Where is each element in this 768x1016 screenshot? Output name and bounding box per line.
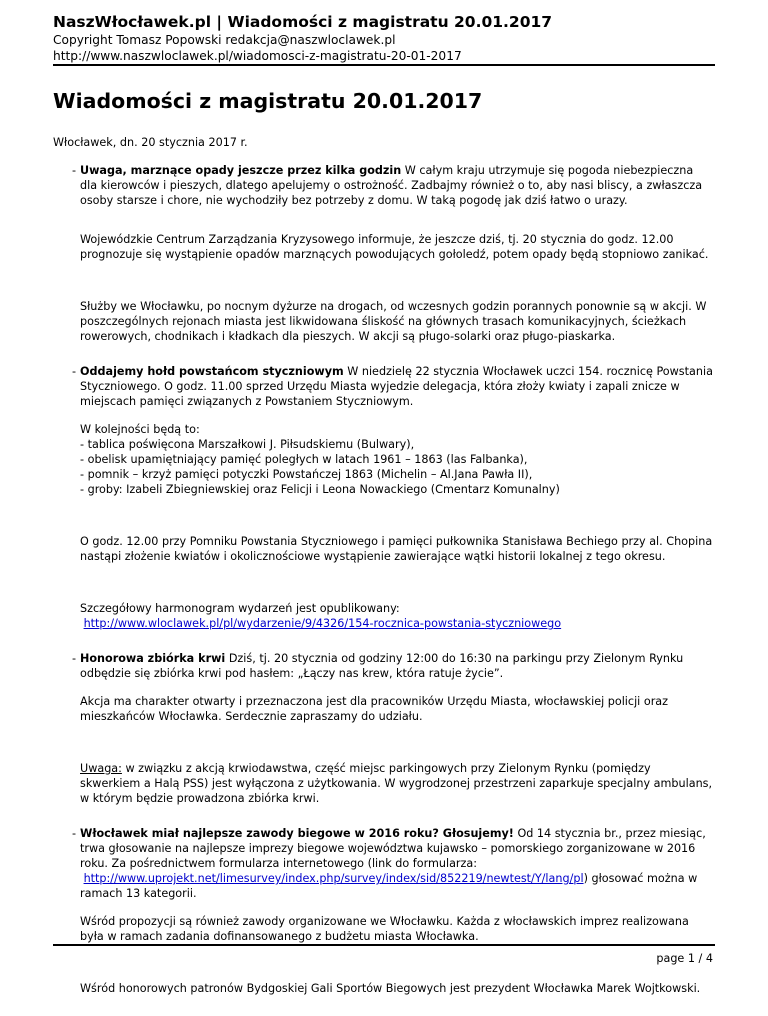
list-marker: - xyxy=(72,365,77,378)
item-lead-paragraph xyxy=(80,163,713,208)
news-item xyxy=(53,826,713,996)
item-lead-text: W niedzielę 22 stycznia Włocławek uczci 154. rocznicę Powstania Styczniowego. O godz. 11.00 sprzed Urzędu Miasta wyjedzie delegacja, która złoży kwiaty i zapali znicze w miejscach pamięci związanych z Powstaniem Styczniowym. xyxy=(80,365,713,408)
site-title: NaszWłocławek.pl | Wiadomości z magistratu 20.01.2017 xyxy=(53,13,553,31)
item-lead-paragraph xyxy=(80,364,713,409)
item-lead-paragraph xyxy=(80,651,713,681)
news-item xyxy=(53,651,713,806)
list-intro: W kolejności będą to: xyxy=(80,423,200,436)
dateline: Włocławek, dn. 20 stycznia 2017 r. xyxy=(53,136,248,149)
item-headline: Uwaga, marznące opady jeszcze przez kilka godzin xyxy=(80,164,402,177)
news-item xyxy=(53,163,713,344)
article-title: Wiadomości z magistratu 20.01.2017 xyxy=(53,89,483,113)
item-lead-text: Dziś, tj. 20 stycznia od godziny 12:00 do 16:30 na parkingu przy Zielonym Rynku odbędzie się zbiórka krwi pod hasłem: „Łączy nas krew, która ratuje życie”. xyxy=(80,652,684,680)
item-headline: Włocławek miał najlepsze zawody biegowe w 2016 roku? Głosujemy! xyxy=(80,827,514,840)
notice-label: Uwaga: xyxy=(80,762,122,775)
page-number: page 1 / 4 xyxy=(656,952,713,965)
schedule-link[interactable]: http://www.wloclawek.pl/pl/wydarzenie/9/4326/154-rocznica-powstania-styczniowego xyxy=(83,617,562,630)
notice-text: w związku z akcją krwiodawstwa, część miejsc parkingowych przy Zielonym Rynku (pomiędzy skwerkiem a Halą PSS) jest wyłączona z użytkowania. W wygrodzonej przestrzeni zaparkuje specjalny ambulans, w którym będzie prowadzona zbiórka krwi. xyxy=(80,762,713,805)
header-divider xyxy=(53,64,715,66)
item-lead-tail: ) głosować można w ramach 13 kategorii. xyxy=(80,872,698,900)
footer-divider xyxy=(53,944,715,946)
list-marker: - xyxy=(72,164,77,177)
list-marker: - xyxy=(72,827,77,840)
paragraph: Wojewódzkie Centrum Zarządzania Kryzysowego informuje, że jeszcze dziś, tj. 20 stycznia do godz. 12.00 prognozuje się wystąpienie opadów marznących powodujących gołoledź, potem opady będą stopniowo zanikać. xyxy=(80,233,709,261)
paragraph: Akcja ma charakter otwarty i przeznaczona jest dla pracowników Urzędu Miasta, włocławskiej policji oraz mieszkańców Włocławka. Serdecznie zapraszamy do udziału. xyxy=(80,695,669,723)
paragraph: Służby we Włocławku, po nocnym dyżurze na drogach, od wczesnych godzin porannych ponownie są w akcji. W poszczególnych rejonach miasta jest likwidowana śliskość na głównych trasach komunikacyjnych, ścieżkach rowerowych, chodnikach i kładkach dla pieszych. W akcji są pługo-solarki oraz pługo-piaskarka. xyxy=(80,300,707,343)
list-item: - groby: Izabeli Zbiegniewskiej oraz Felicji i Leona Nowackiego (Cmentarz Komunalny) xyxy=(80,483,560,496)
schedule-paragraph xyxy=(80,601,713,631)
survey-link[interactable]: http://www.uprojekt.net/limesurvey/index.php/survey/index/sid/852219/newtest/Y/lang/pl xyxy=(83,872,584,885)
paragraph: Wśród honorowych patronów Bydgoskiej Gali Sportów Biegowych jest prezydent Włocławka Marek Wojtkowski. xyxy=(80,982,701,995)
item-headline: Honorowa zbiórka krwi xyxy=(80,652,226,665)
list-marker: - xyxy=(72,652,77,665)
copyright-line: Copyright Tomasz Popowski redakcja@naszwloclawek.pl xyxy=(53,33,396,47)
item-headline: Oddajemy hołd powstańcom styczniowym xyxy=(80,365,344,378)
list-item: - pomnik – krzyż pamięci potyczki Powstańczej 1863 (Michelin – Al.Jana Pawła II), xyxy=(80,468,533,481)
paragraph: Wśród propozycji są również zawody organizowane we Włocławku. Każda z włocławskich imprez realizowana była w ramach zadania dofinansowanego z budżetu miasta Włocławka. xyxy=(80,915,689,943)
item-lead-paragraph xyxy=(80,826,713,901)
location-list xyxy=(80,422,713,497)
article-body xyxy=(53,163,713,1016)
item-lead-text: Od 14 stycznia br., przez miesiąc, trwa głosowanie na najlepsze imprezy biegowe województwa kujawsko – pomorskiego zorganizowane w 2016 roku. Za pośrednictwem formularza internetowego (link do formularza: xyxy=(80,827,706,870)
schedule-text: Szczegółowy harmonogram wydarzeń jest opublikowany: xyxy=(80,602,400,615)
document-header xyxy=(53,13,713,64)
paragraph: O godz. 12.00 przy Pomniku Powstania Styczniowego i pamięci pułkownika Stanisława Bechiego przy al. Chopina nastąpi złożenie kwiatów i okolicznościowe wystąpienie zawierające wątki historii lokalnej z tego okresu. xyxy=(80,535,713,563)
notice-paragraph xyxy=(80,761,713,806)
source-url: http://www.naszwloclawek.pl/wiadomosci-z-magistratu-20-01-2017 xyxy=(53,49,462,63)
list-item: - tablica poświęcona Marszałkowi J. Piłsudskiemu (Bulwary), xyxy=(80,438,415,451)
list-item: - obelisk upamiętniający pamięć poległych w latach 1961 – 1863 (las Falbanka), xyxy=(80,453,528,466)
news-item xyxy=(53,364,713,631)
item-lead-text: W całym kraju utrzymuje się pogoda niebezpieczna dla kierowców i pieszych, dlatego apelujemy o ostrożność. Zadbajmy również o to, aby nasi bliscy, a zwłaszcza osoby starsze i chore, nie wychodziły bez potrzeby z domu. W taką pogodę jak dziś łatwo o urazy. xyxy=(80,164,703,207)
